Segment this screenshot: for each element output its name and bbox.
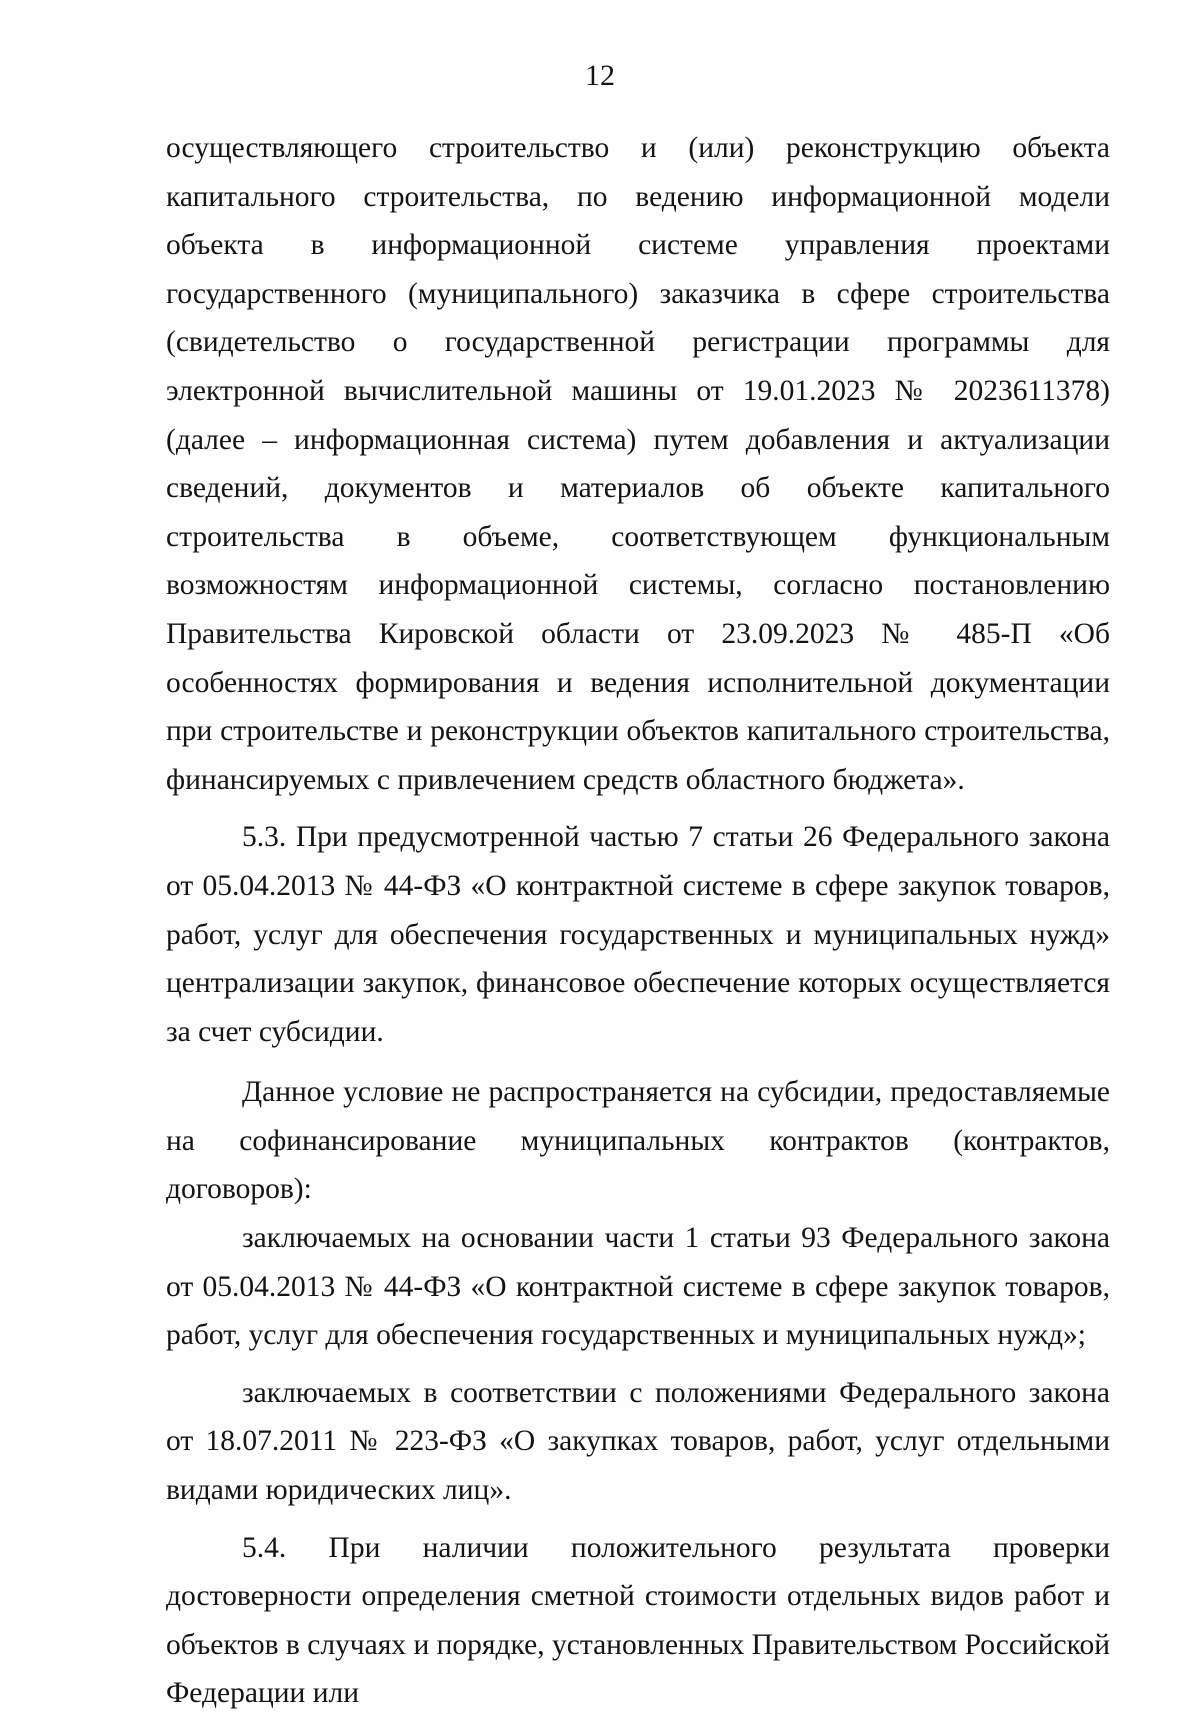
- paragraph-5-4: 5.4. При наличии положительного результата проверки достоверности определения сметной стоимости отдельных видов работ и объектов в случаях и порядке, установленных Правительством Российской Федерации или: [166, 1531, 1110, 1710]
- page-number: 12: [585, 59, 615, 92]
- paragraph-exception-item-1: заключаемых на основании части 1 статьи 93 Федерального закона от 05.04.2013 № 44-ФЗ «О контрактной системе в сфере закупок товаров, работ, услуг для обеспечения государственных и муниципальных нужд»;: [166, 1222, 1110, 1352]
- paragraph-continuation: осуществляющего строительство и (или) реконструкцию объекта капитального строительства, по ведению информационной модели объекта в информационной системе управления проектами государственного (муниципального) заказчика в сфере строительства (свидетельство о государственной регистрации программы для электронной вычислительной машины от 19.01.2023 № 2023611378) (далее – информационная система) путем добавления и актуализации сведений, документов и материалов об объекте капитального строительства в объеме, соответствующем функциональным возможностям информационной системы, согласно постановлению Правительства Кировской области от 23.09.2023 № 485-П «Об особенностях формирования и ведения исполнительной документации при строительстве и реконструкции объектов капитального строительства, финансируемых с привлечением средств областного бюджета».: [166, 132, 1110, 796]
- paragraph-exception: Данное условие не распространяется на субсидии, предоставляемые на софинансирование муниципальных контрактов (контрактов, договоров):: [166, 1076, 1110, 1206]
- paragraph-5-3: 5.3. При предусмотренной частью 7 статьи 26 Федерального закона от 05.04.2013 № 44-ФЗ «О контрактной системе в сфере закупок товаров, работ, услуг для обеспечения государственных и муниципальных нужд» централизации закупок, финансовое обеспечение которых осуществляется за счет субсидии.: [166, 821, 1110, 1048]
- paragraph-exception-item-2: заключаемых в соответствии с положениями Федерального закона от 18.07.2011 № 223-ФЗ «О закупках товаров, работ, услуг отдельными видами юридических лиц».: [166, 1376, 1110, 1507]
- document-body: [166, 124, 1110, 1718]
